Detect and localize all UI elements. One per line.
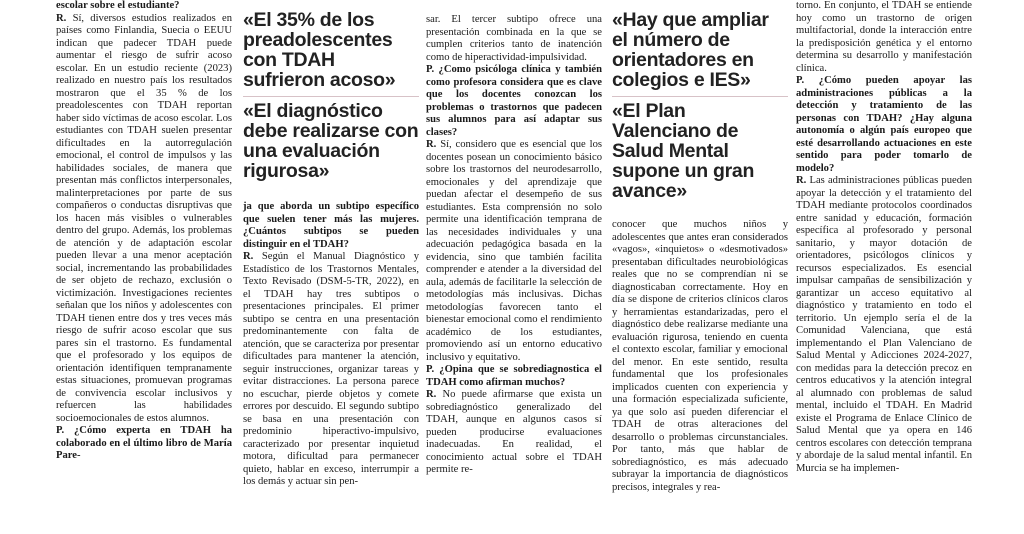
article-column-5 <box>796 0 972 475</box>
article-column-2 <box>243 0 419 489</box>
answer-text: Sí, considero que es esencial que los docentes posean un conocimiento básico sobre los trastornos del neurodesarrollo, emocionales y del aprendizaje que puedan afectar el desempeño de sus estudiantes. Esta comprensión no solo permite una identificación temprana de las necesidades individuales y una adecuación pedagógica basada en la evidencia, sino que también facilita comprender e atender a la diversidad del aula, además de facilitarle la selección de metodologías más inclusivas. Dichas metodologías favorecen tanto el bienestar emocional como el rendimiento académico de los estudiantes, promoviendo así un entorno educativo inclusivo y equitativo. <box>426 139 602 363</box>
question-text: ¿Opina que se sobrediagnostica el TDAH como afirman muchos? <box>426 364 602 388</box>
question-label: P. <box>426 364 435 375</box>
answer-text: Las administraciones públicas pueden apoyar la detección y el tratamiento del TDAH mediante protocolos coordinados entre sanidad y educación, formación específica al profesorado y personal sanitario, y mayor dotación de orientadores, psicólogos clínicos y recursos especializados. Es esencial impulsar campañas de sensibilización y garantizar un acceso equitativo al diagnóstico y tratamiento en todo el territorio. Un ejemplo sería el de la Comunidad Valenciana, que está implementando el Plan Valenciano de Salud Mental y Adicciones 2024-2027, con medidas para la detección precoz en centros educativos y la atención integral al alumnado con problemas de salud mental, incluido el TDAH. En Madrid existe el Programa de Enlace Clínico de Salud Mental que ya opera en 146 centros escolares con detección temprana y abordaje de la salud mental infantil. En Murcia se ha implemen- <box>796 175 973 474</box>
answer-paragraph <box>243 251 419 489</box>
question-label: P. <box>426 64 435 75</box>
question-paragraph <box>426 64 602 139</box>
answer-continuation: conocer que muchos niños y adolescentes que antes eran considerados «vagos», «inquietos» o «desmotivados» presentaban dificultades neurobiológicas reales que no se comprendían ni se diagnosticaban correctamente. Hoy en día se dispone de criterios clínicos claros y herramientas estandarizadas, pero el diagnóstico debe realizarse mediante una evaluación rigurosa, teniendo en cuenta el contexto escolar, familiar y emocional del menor. En este sentido, resulta fundamental que los profesionales implicados cuenten con experiencia y una formación especializada suficiente, ya que solo así pueden diferenciar el TDAH de otras alteraciones del desarrollo o problemas circunstanciales. Por tanto, más que hablar de sobrediagnóstico, es más adecuado subrayar la importancia de diagnósticos precisos, integrales y rea- <box>612 219 788 493</box>
answer-continuation: sar. El tercer subtipo ofrece una presentación combinada en la que se cumplen criterios tanto de inatención como de hiperactividad-impulsividad. <box>426 14 602 63</box>
pull-quote-block <box>612 0 788 201</box>
question-text: ¿Cómo experta en TDAH ha colaborado en el último libro de María Pare- <box>56 425 233 461</box>
question-text: ¿Como psicóloga clínica y también como profesora considera que es clave que los docentes conozcan los problemas o trastornos que padecen sus alumnos para así adaptar sus clases? <box>426 64 602 138</box>
article-column-1 <box>56 0 232 463</box>
answer-paragraph <box>426 139 602 364</box>
pull-quote-orientadores: «Hay que ampliar el número de orientadores en colegios e IES» <box>612 9 769 91</box>
question-paragraph <box>56 425 232 463</box>
answer-paragraph <box>426 389 602 477</box>
answer-label: R. <box>426 389 437 400</box>
pull-quote-acoso: «El 35% de los preadolescentes con TDAH sufrieron acoso» <box>243 9 396 91</box>
answer-label: R. <box>243 251 254 262</box>
question-label: P. <box>56 425 65 436</box>
question-label: P. <box>796 75 805 86</box>
question-paragraph: ja que aborda un subtipo específico que suelen tener más las mujeres. ¿Cuántos subtipos se pueden distinguir en el TDAH? <box>243 201 419 250</box>
quote-divider <box>612 96 788 97</box>
answer-text: Según el Manual Diagnóstico y Estadístico de los Trastornos Mentales, Texto Revisado (DSM-5-TR, 2022), en el TDAH hay tres subtipos o presentaciones principales. El primer subtipo se centra en una presentación predominantemente con falta de atención, que se caracteriza por presentar dificultades para mantener la atención, seguir instrucciones, organizar tareas y evitar distracciones. La persona parece no escuchar, pierde objetos y comete errores por descuido. El segundo subtipo se basa en una presentación con predominio hiperactivo-impulsivo, caracterizado por presentar inquietud motora, dificultad para permanecer quieto, hablar en exceso, interrumpir a los demás y actuar sin pen- <box>243 251 419 487</box>
answer-paragraph <box>56 13 232 426</box>
pull-quote-plan-valenciano: «El Plan Valenciano de Salud Mental supone un gran avance» <box>612 100 755 202</box>
article-column-3 <box>426 0 602 477</box>
answer-paragraph <box>796 175 972 475</box>
answer-continuation: torno. En conjunto, el TDAH se entiende hoy como un trastorno de origen multifactorial, donde la interacción entre la predisposición genética y el entorno determina su desarrollo y manifestación clínica. <box>796 0 972 74</box>
article-column-4 <box>612 0 788 494</box>
quote-divider <box>243 96 419 97</box>
answer-text: Sí, diversos estudios realizados en países como Finlandia, Suecia o EEUU indican que padecer TDAH puede aumentar el riesgo de sufrir acoso escolar. En un estudio reciente (2023) realizado en nuestro país los resultados mostraron que el 35 % de los preadolescentes con TDAH reportan haber sido víctimas de acoso escolar. Los estudiantes con TDAH suelen presentar dificultades en la autorregulación emocional, el control de impulsos y las habilidades sociales, de manera que presentan más conflictos interpersonales, malinterpretaciones por parte de sus compañeros o conductas disruptivas que los hacen más visibles o vulnerables dentro del grupo. Además, los problemas de atención y de adaptación escolar pueden llevar a una menor aceptación social, incrementando las probabilidades de ser objeto de rechazo, exclusión o victimización. Investigaciones recientes señalan que los niños y adolescentes con TDAH tienen entre dos y tres veces más riesgo de sufrir acoso escolar que sus pares sin el trastorno. Es fundamental que el profesorado y los equipos de orientación identifiquen tempranamente estas situaciones, promuevan programas de convivencia escolar inclusivos y refuercen las habilidades socioemocionales de estos alumnos. <box>56 12 232 424</box>
question-paragraph <box>796 75 972 175</box>
pull-quote-diagnostico: «El diagnóstico debe realizarse con una evaluación rigurosa» <box>243 100 419 182</box>
question-text: ¿Cómo pueden apoyar las administraciones públicas a la detección y tratamiento de las personas con TDAH? ¿Hay alguna autonomía o algún país europeo que esté desarrollando actuaciones en este sentido para poder tomarlo de modelo? <box>796 75 972 174</box>
answer-label: R. <box>796 175 807 186</box>
answer-label: R. <box>426 139 437 150</box>
answer-text: No puede afirmarse que exista un sobrediagnóstico generalizado del TDAH, aunque en algunos casos sí pueden producirse evaluaciones inadecuadas. En realidad, el conocimiento actual sobre el TDAH permite re- <box>426 389 602 475</box>
pull-quote-block <box>243 0 419 181</box>
question-paragraph <box>426 364 602 389</box>
question-continuation: escolar sobre el estudiante? <box>56 0 180 11</box>
answer-label: R. <box>56 12 67 24</box>
